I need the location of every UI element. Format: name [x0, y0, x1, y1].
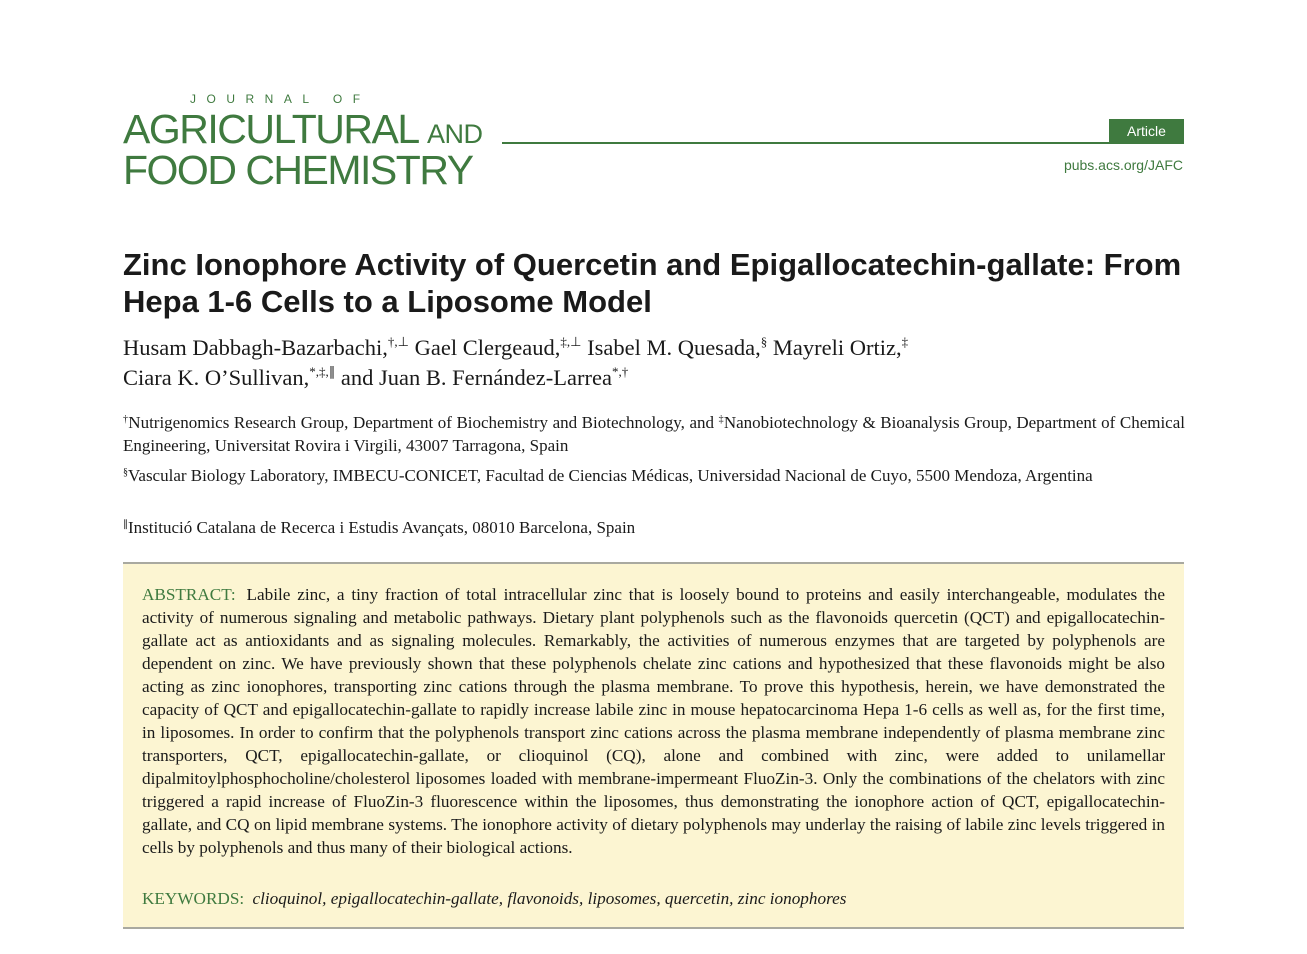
affiliation-2: [123, 464, 1185, 487]
author-name[interactable]: and Juan B. Fernández-Larrea: [340, 365, 612, 390]
header-divider: [502, 142, 1184, 144]
article-type-badge: Article: [1109, 119, 1184, 143]
affiliation-text: Institució Catalana de Recerca i Estudis Avançats, 08010 Barcelona, Spain: [128, 518, 636, 537]
affiliation-1: [123, 411, 1185, 457]
affiliation-mark: †: [123, 414, 129, 425]
author-name[interactable]: Husam Dabbagh-Bazarbachi,: [123, 335, 388, 360]
author-name[interactable]: Gael Clergeaud,: [414, 335, 561, 360]
author-list: [123, 333, 1203, 393]
journal-url-link[interactable]: pubs.acs.org/JAFC: [1063, 157, 1183, 173]
affiliation-text: Vascular Biology Laboratory, IMBECU-CONICET, Facultad de Ciencias Médicas, Universidad Nacional de Cuyo, 5500 Mendoza, Argentina: [128, 466, 1093, 485]
article-title: Zinc Ionophore Activity of Quercetin and Epigallocatechin-gallate: From Hepa 1-6 Cells to a Liposome Model: [123, 247, 1182, 319]
affiliation-mark: §: [123, 467, 128, 478]
author-name[interactable]: Mayreli Ortiz,: [772, 335, 902, 360]
keywords-list: clioquinol, epigallocatechin-gallate, flavonoids, liposomes, quercetin, zinc ionophores: [252, 889, 847, 908]
keywords-label: KEYWORDS:: [142, 889, 245, 908]
affiliation-mark: ‡: [718, 414, 724, 425]
affiliation-text: Nutrigenomics Research Group, Department of Biochemistry and Biotechnology, and: [128, 413, 719, 432]
author-affiliation-marks: ‡: [901, 334, 909, 349]
author-affiliation-marks: *,‡,∥: [309, 364, 336, 379]
affiliation-text: Nanobiotechnology & Bioanalysis Group, Department of Chemical Engineering, Universitat Rovira i Virgili, 43007 Tarragona, Spain: [123, 413, 1185, 455]
abstract-box: [123, 562, 1184, 929]
author-name[interactable]: Ciara K. O’Sullivan,: [123, 365, 310, 390]
author-affiliation-marks: †,⊥: [387, 334, 409, 349]
author-affiliation-marks: ‡,⊥: [560, 334, 582, 349]
abstract-text: Labile zinc, a tiny fraction of total intracellular zinc that is loosely bound to proteins and easily interchangeable, modulates the activity of numerous signaling and metabolic pathways. Dietary plant polyphenols such as the flavonoids quercetin (QCT) and epigallocatechin-gallate act as antioxidants and as signaling molecules. Remarkably, the activities of numerous enzymes that are targeted by polyphenols are dependent on zinc. We have previously shown that these polyphenols chelate zinc cations and hypothesized that these flavonoids might be also acting as zinc ionophores, transporting zinc cations through the plasma membrane. To prove this hypothesis, herein, we have demonstrated the capacity of QCT and epigallocatechin-gallate to rapidly increase labile zinc in mouse hepatocarcinoma Hepa 1-6 cells as well as, for the first time, in liposomes. In order to confirm that the polyphenols transport zinc cations across the plasma membrane independently of plasma membrane zinc transporters, QCT, epigallocatechin-gallate, or clioquinol (CQ), alone and combined with zinc, were added to unilamellar dipalmitoylphosphocholine/cholesterol liposomes loaded with membrane-impermeant FluoZin-3. Only the combinations of the chelators with zinc triggered a rapid increase of FluoZin-3 fluorescence within the liposomes, thus demonstrating the ionophore action of QCT, epigallocatechin-gallate, and CQ on lipid membrane systems. The ionophore activity of dietary polyphenols may underlay the raising of labile zinc levels triggered in cells by polyphenols and thus many of their biological actions.: [142, 585, 1165, 857]
author-affiliation-marks: §: [760, 334, 768, 349]
abstract: [142, 583, 1165, 859]
keywords: [142, 887, 1165, 910]
journal-name-agricultural: AGRICULTURAL: [123, 106, 418, 152]
author-affiliation-marks: *,†: [611, 364, 629, 379]
affiliation-mark: ∥: [123, 519, 128, 530]
journal-name-and: AND: [427, 119, 483, 149]
abstract-label: ABSTRACT:: [142, 585, 236, 604]
affiliation-3: [123, 516, 1185, 539]
journal-logo-line1: [123, 106, 483, 153]
author-name[interactable]: Isabel M. Quesada,: [587, 335, 761, 360]
journal-name-small: JOURNAL OF: [190, 92, 371, 106]
journal-logo-line2: FOOD CHEMISTRY: [123, 147, 473, 193]
